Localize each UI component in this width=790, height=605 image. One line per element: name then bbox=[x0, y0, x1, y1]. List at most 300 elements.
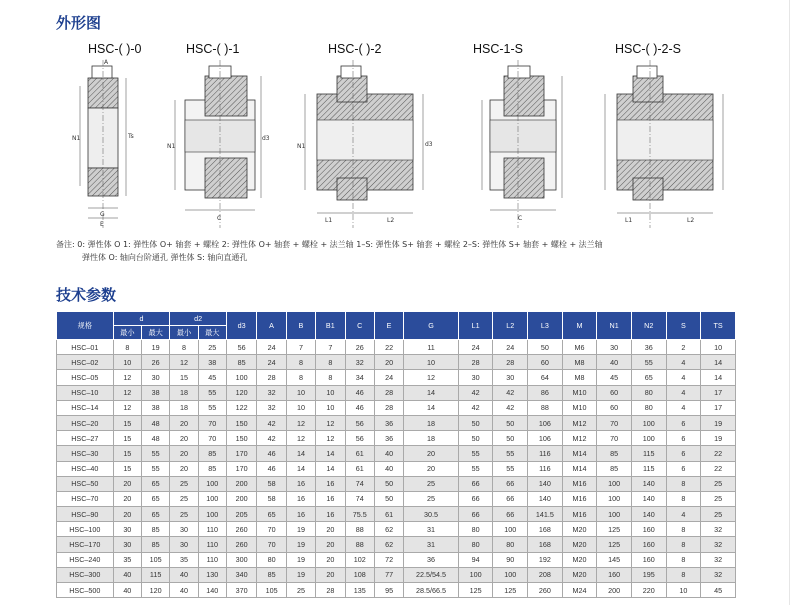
spec-value-cell: 4 bbox=[666, 385, 701, 400]
spec-value-cell: 370 bbox=[226, 583, 256, 598]
header-d-min: 最小 bbox=[113, 326, 141, 340]
table-row bbox=[57, 385, 736, 400]
spec-value-cell: 10 bbox=[316, 400, 345, 415]
spec-value-cell: 28.5/66.5 bbox=[404, 583, 459, 598]
spec-value-cell: 15 bbox=[113, 415, 141, 430]
spec-value-cell: 150 bbox=[226, 431, 256, 446]
spec-model-cell: HSC–240 bbox=[57, 552, 114, 567]
header-col: L3 bbox=[528, 312, 563, 340]
spec-value-cell: M10 bbox=[562, 385, 597, 400]
spec-value-cell: M16 bbox=[562, 507, 597, 522]
spec-value-cell: M24 bbox=[562, 583, 597, 598]
spec-value-cell: 30 bbox=[493, 370, 528, 385]
spec-value-cell: 4 bbox=[666, 355, 701, 370]
spec-value-cell: 12 bbox=[170, 355, 198, 370]
spec-value-cell: 31 bbox=[404, 537, 459, 552]
spec-value-cell: 100 bbox=[198, 507, 226, 522]
variant-label-1: HSC-( )-1 bbox=[186, 42, 240, 56]
spec-value-cell: 125 bbox=[458, 583, 493, 598]
svg-text:L2: L2 bbox=[387, 217, 395, 224]
spec-value-cell: M6 bbox=[562, 340, 597, 355]
spec-value-cell: 10 bbox=[701, 340, 736, 355]
spec-value-cell: 25 bbox=[286, 583, 315, 598]
spec-value-cell: 20 bbox=[170, 415, 198, 430]
spec-table bbox=[56, 311, 736, 598]
spec-value-cell: 55 bbox=[198, 385, 226, 400]
spec-value-cell: 11 bbox=[404, 340, 459, 355]
spec-value-cell: 8 bbox=[666, 522, 701, 537]
spec-value-cell: M8 bbox=[562, 370, 597, 385]
spec-model-cell: HSC–01 bbox=[57, 340, 114, 355]
header-col: TS bbox=[701, 312, 736, 340]
spec-value-cell: 70 bbox=[597, 431, 632, 446]
spec-model-cell: HSC–40 bbox=[57, 461, 114, 476]
spec-value-cell: 24 bbox=[257, 340, 286, 355]
spec-value-cell: 140 bbox=[631, 491, 666, 506]
spec-value-cell: 12 bbox=[286, 431, 315, 446]
spec-value-cell: 16 bbox=[316, 491, 345, 506]
spec-value-cell: 45 bbox=[198, 370, 226, 385]
spec-value-cell: 25 bbox=[170, 507, 198, 522]
spec-value-cell: 62 bbox=[374, 537, 403, 552]
spec-value-cell: 20 bbox=[404, 446, 459, 461]
header-d2-min: 最小 bbox=[170, 326, 198, 340]
spec-value-cell: 20 bbox=[113, 507, 141, 522]
header-col: S bbox=[666, 312, 701, 340]
spec-value-cell: 28 bbox=[458, 355, 493, 370]
spec-value-cell: 48 bbox=[141, 415, 169, 430]
spec-value-cell: 168 bbox=[528, 522, 563, 537]
table-row bbox=[57, 340, 736, 355]
table-row bbox=[57, 431, 736, 446]
spec-value-cell: 58 bbox=[257, 476, 286, 491]
spec-value-cell: M20 bbox=[562, 537, 597, 552]
spec-value-cell: 106 bbox=[528, 415, 563, 430]
spec-value-cell: 160 bbox=[597, 567, 632, 582]
spec-value-cell: 55 bbox=[198, 400, 226, 415]
spec-value-cell: 24 bbox=[257, 355, 286, 370]
tech-params-title: 技术参数 bbox=[56, 286, 117, 304]
spec-value-cell: 28 bbox=[374, 400, 403, 415]
spec-value-cell: 200 bbox=[226, 476, 256, 491]
spec-value-cell: 6 bbox=[666, 461, 701, 476]
spec-value-cell: 32 bbox=[257, 400, 286, 415]
spec-value-cell: 32 bbox=[701, 552, 736, 567]
spec-value-cell: 200 bbox=[226, 491, 256, 506]
table-row bbox=[57, 552, 736, 567]
spec-value-cell: 70 bbox=[597, 415, 632, 430]
spec-value-cell: 24 bbox=[374, 370, 403, 385]
header-col: L1 bbox=[458, 312, 493, 340]
spec-value-cell: 6 bbox=[666, 415, 701, 430]
spec-value-cell: 46 bbox=[257, 461, 286, 476]
spec-model-cell: HSC–500 bbox=[57, 583, 114, 598]
drawing-hsc-1 bbox=[165, 58, 270, 236]
spec-value-cell: 80 bbox=[458, 522, 493, 537]
spec-value-cell: 55 bbox=[631, 355, 666, 370]
drawing-hsc-1-s bbox=[478, 58, 568, 236]
spec-value-cell: 50 bbox=[493, 431, 528, 446]
spec-value-cell: 260 bbox=[528, 583, 563, 598]
spec-value-cell: 85 bbox=[141, 537, 169, 552]
spec-value-cell: M10 bbox=[562, 400, 597, 415]
spec-value-cell: 50 bbox=[458, 431, 493, 446]
svg-text:G: G bbox=[100, 211, 105, 218]
table-row bbox=[57, 446, 736, 461]
spec-value-cell: M16 bbox=[562, 491, 597, 506]
spec-value-cell: 38 bbox=[141, 385, 169, 400]
spec-value-cell: M16 bbox=[562, 476, 597, 491]
spec-value-cell: 17 bbox=[701, 385, 736, 400]
spec-value-cell: 28 bbox=[316, 583, 345, 598]
spec-value-cell: M20 bbox=[562, 552, 597, 567]
spec-value-cell: 36 bbox=[404, 552, 459, 567]
spec-value-cell: 32 bbox=[257, 385, 286, 400]
spec-value-cell: 100 bbox=[631, 431, 666, 446]
spec-value-cell: 36 bbox=[374, 415, 403, 430]
spec-model-cell: HSC–05 bbox=[57, 370, 114, 385]
spec-value-cell: 32 bbox=[701, 567, 736, 582]
spec-value-cell: 85 bbox=[198, 446, 226, 461]
spec-value-cell: 66 bbox=[493, 491, 528, 506]
spec-value-cell: 74 bbox=[345, 491, 374, 506]
header-col: C bbox=[345, 312, 374, 340]
spec-value-cell: 50 bbox=[528, 340, 563, 355]
spec-value-cell: 65 bbox=[141, 507, 169, 522]
spec-value-cell: 60 bbox=[528, 355, 563, 370]
spec-value-cell: 55 bbox=[458, 446, 493, 461]
spec-value-cell: 24 bbox=[458, 340, 493, 355]
spec-value-cell: 66 bbox=[458, 476, 493, 491]
spec-value-cell: 2 bbox=[666, 340, 701, 355]
svg-text:d3: d3 bbox=[262, 135, 270, 142]
header-col: B1 bbox=[316, 312, 345, 340]
svg-text:C: C bbox=[217, 215, 222, 222]
spec-value-cell: 66 bbox=[493, 507, 528, 522]
header-col: M bbox=[562, 312, 597, 340]
spec-value-cell: 22 bbox=[701, 446, 736, 461]
drawing-hsc-0 bbox=[60, 58, 145, 236]
spec-value-cell: 8 bbox=[286, 370, 315, 385]
spec-value-cell: 140 bbox=[631, 476, 666, 491]
spec-value-cell: 100 bbox=[226, 370, 256, 385]
spec-value-cell: 42 bbox=[458, 385, 493, 400]
spec-value-cell: 30 bbox=[141, 370, 169, 385]
spec-value-cell: 100 bbox=[631, 415, 666, 430]
spec-value-cell: 28 bbox=[257, 370, 286, 385]
spec-value-cell: 16 bbox=[316, 476, 345, 491]
spec-value-cell: 150 bbox=[226, 415, 256, 430]
spec-value-cell: 116 bbox=[528, 446, 563, 461]
spec-value-cell: 42 bbox=[257, 431, 286, 446]
spec-value-cell: 17 bbox=[701, 400, 736, 415]
spec-value-cell: M8 bbox=[562, 355, 597, 370]
spec-value-cell: 100 bbox=[198, 476, 226, 491]
spec-value-cell: 125 bbox=[597, 522, 632, 537]
spec-value-cell: 65 bbox=[631, 370, 666, 385]
spec-value-cell: 80 bbox=[458, 537, 493, 552]
remarks-line-1: 备注: 0: 弹性体 O 1: 弹性体 O+ 轴套 + 螺栓 2: 弹性体 O+ 轴套 + 螺栓 + 法兰轴 1–S: 弹性体 S+ 轴套 + 螺栓 2–S: 弹性体 S+ 轴套 + 螺栓 + 法兰轴 bbox=[56, 240, 603, 249]
spec-value-cell: 110 bbox=[198, 522, 226, 537]
spec-value-cell: 24 bbox=[493, 340, 528, 355]
header-col: L2 bbox=[493, 312, 528, 340]
spec-value-cell: 58 bbox=[257, 491, 286, 506]
spec-value-cell: 50 bbox=[458, 415, 493, 430]
spec-value-cell: 110 bbox=[198, 552, 226, 567]
spec-value-cell: 20 bbox=[316, 522, 345, 537]
svg-text:N1: N1 bbox=[297, 143, 306, 150]
spec-model-cell: HSC–300 bbox=[57, 567, 114, 582]
spec-value-cell: 18 bbox=[404, 431, 459, 446]
spec-value-cell: 66 bbox=[458, 507, 493, 522]
spec-value-cell: 19 bbox=[286, 537, 315, 552]
spec-value-cell: 140 bbox=[198, 583, 226, 598]
table-row bbox=[57, 476, 736, 491]
spec-value-cell: 32 bbox=[701, 537, 736, 552]
spec-value-cell: 38 bbox=[198, 355, 226, 370]
spec-value-cell: 61 bbox=[374, 507, 403, 522]
header-col: G bbox=[404, 312, 459, 340]
spec-value-cell: 105 bbox=[257, 583, 286, 598]
spec-model-cell: HSC–27 bbox=[57, 431, 114, 446]
spec-value-cell: 10 bbox=[666, 583, 701, 598]
spec-value-cell: 30 bbox=[170, 522, 198, 537]
spec-value-cell: 20 bbox=[316, 537, 345, 552]
spec-value-cell: 4 bbox=[666, 400, 701, 415]
spec-value-cell: 25 bbox=[198, 340, 226, 355]
spec-value-cell: 28 bbox=[493, 355, 528, 370]
spec-value-cell: 66 bbox=[458, 491, 493, 506]
spec-value-cell: 170 bbox=[226, 446, 256, 461]
spec-value-cell: 8 bbox=[316, 355, 345, 370]
spec-value-cell: 32 bbox=[345, 355, 374, 370]
spec-value-cell: 12 bbox=[316, 415, 345, 430]
spec-value-cell: 208 bbox=[528, 567, 563, 582]
spec-value-cell: 6 bbox=[666, 446, 701, 461]
header-col: d3 bbox=[226, 312, 256, 340]
variant-label-2: HSC-( )-2 bbox=[328, 42, 382, 56]
spec-value-cell: 55 bbox=[493, 461, 528, 476]
spec-value-cell: 64 bbox=[528, 370, 563, 385]
spec-value-cell: 141.5 bbox=[528, 507, 563, 522]
spec-value-cell: 8 bbox=[666, 552, 701, 567]
spec-value-cell: 14 bbox=[286, 446, 315, 461]
spec-value-cell: 12 bbox=[316, 431, 345, 446]
spec-value-cell: 20 bbox=[170, 446, 198, 461]
spec-value-cell: 50 bbox=[374, 476, 403, 491]
spec-value-cell: 80 bbox=[493, 537, 528, 552]
spec-value-cell: 40 bbox=[113, 567, 141, 582]
spec-value-cell: 205 bbox=[226, 507, 256, 522]
spec-value-cell: 340 bbox=[226, 567, 256, 582]
spec-value-cell: 8 bbox=[666, 476, 701, 491]
svg-text:L1: L1 bbox=[625, 217, 633, 224]
spec-value-cell: 45 bbox=[701, 583, 736, 598]
spec-value-cell: 10 bbox=[286, 400, 315, 415]
spec-value-cell: 20 bbox=[170, 431, 198, 446]
spec-value-cell: 48 bbox=[141, 431, 169, 446]
spec-value-cell: 46 bbox=[345, 400, 374, 415]
spec-value-cell: 26 bbox=[141, 355, 169, 370]
spec-value-cell: 14 bbox=[701, 355, 736, 370]
spec-value-cell: 85 bbox=[597, 446, 632, 461]
spec-value-cell: M14 bbox=[562, 446, 597, 461]
spec-value-cell: 40 bbox=[170, 583, 198, 598]
spec-value-cell: 18 bbox=[170, 400, 198, 415]
spec-value-cell: 34 bbox=[345, 370, 374, 385]
spec-value-cell: 26 bbox=[345, 340, 374, 355]
spec-value-cell: 62 bbox=[374, 522, 403, 537]
spec-value-cell: 55 bbox=[458, 461, 493, 476]
spec-value-cell: 85 bbox=[198, 461, 226, 476]
spec-value-cell: 8 bbox=[113, 340, 141, 355]
spec-value-cell: 40 bbox=[170, 567, 198, 582]
spec-model-cell: HSC–90 bbox=[57, 507, 114, 522]
spec-value-cell: 60 bbox=[597, 385, 632, 400]
spec-value-cell: 25 bbox=[701, 507, 736, 522]
variant-label-4: HSC-( )-2-S bbox=[615, 42, 681, 56]
spec-value-cell: 14 bbox=[286, 461, 315, 476]
spec-value-cell: 20 bbox=[316, 552, 345, 567]
spec-value-cell: 56 bbox=[345, 415, 374, 430]
outline-drawing-title: 外形图 bbox=[56, 14, 102, 32]
header-col: B bbox=[286, 312, 315, 340]
header-d: d bbox=[113, 312, 170, 326]
spec-value-cell: 20 bbox=[113, 476, 141, 491]
spec-value-cell: 105 bbox=[141, 552, 169, 567]
table-row bbox=[57, 461, 736, 476]
header-d2-max: 最大 bbox=[198, 326, 226, 340]
svg-text:N1: N1 bbox=[167, 143, 176, 150]
spec-value-cell: 10 bbox=[316, 385, 345, 400]
spec-value-cell: 4 bbox=[666, 370, 701, 385]
spec-value-cell: 8 bbox=[666, 567, 701, 582]
table-row bbox=[57, 507, 736, 522]
spec-value-cell: 55 bbox=[493, 446, 528, 461]
spec-value-cell: 10 bbox=[286, 385, 315, 400]
spec-value-cell: 116 bbox=[528, 461, 563, 476]
spec-value-cell: 20 bbox=[113, 491, 141, 506]
spec-value-cell: 115 bbox=[631, 461, 666, 476]
spec-value-cell: 40 bbox=[113, 583, 141, 598]
spec-value-cell: 15 bbox=[170, 370, 198, 385]
spec-value-cell: 85 bbox=[257, 567, 286, 582]
spec-value-cell: M20 bbox=[562, 567, 597, 582]
table-row bbox=[57, 567, 736, 582]
variant-label-3: HSC-1-S bbox=[473, 42, 524, 56]
spec-value-cell: 14 bbox=[316, 446, 345, 461]
spec-value-cell: 100 bbox=[198, 491, 226, 506]
spec-value-cell: 30 bbox=[597, 340, 632, 355]
spec-value-cell: 46 bbox=[257, 446, 286, 461]
spec-value-cell: 85 bbox=[226, 355, 256, 370]
spec-value-cell: 160 bbox=[631, 522, 666, 537]
spec-value-cell: 125 bbox=[493, 583, 528, 598]
spec-value-cell: 31 bbox=[404, 522, 459, 537]
spec-value-cell: 14 bbox=[404, 385, 459, 400]
header-d-max: 最大 bbox=[141, 326, 169, 340]
variant-label-0: HSC-( )-0 bbox=[88, 42, 142, 56]
spec-value-cell: 100 bbox=[493, 522, 528, 537]
header-d2: d2 bbox=[170, 312, 227, 326]
svg-text:E: E bbox=[100, 221, 104, 228]
spec-value-cell: 86 bbox=[528, 385, 563, 400]
spec-value-cell: 42 bbox=[493, 400, 528, 415]
spec-value-cell: 200 bbox=[597, 583, 632, 598]
spec-value-cell: 15 bbox=[113, 461, 141, 476]
spec-value-cell: 110 bbox=[198, 537, 226, 552]
spec-model-cell: HSC–50 bbox=[57, 476, 114, 491]
spec-value-cell: 8 bbox=[666, 537, 701, 552]
spec-value-cell: 16 bbox=[286, 507, 315, 522]
table-row bbox=[57, 370, 736, 385]
spec-model-cell: HSC–20 bbox=[57, 415, 114, 430]
spec-value-cell: 28 bbox=[374, 385, 403, 400]
spec-table-body bbox=[57, 340, 736, 598]
spec-value-cell: 80 bbox=[631, 385, 666, 400]
spec-value-cell: 8 bbox=[316, 370, 345, 385]
spec-value-cell: 220 bbox=[631, 583, 666, 598]
spec-value-cell: 140 bbox=[528, 476, 563, 491]
spec-value-cell: 65 bbox=[141, 476, 169, 491]
spec-value-cell: 8 bbox=[666, 491, 701, 506]
spec-value-cell: 19 bbox=[141, 340, 169, 355]
spec-value-cell: 122 bbox=[226, 400, 256, 415]
spec-value-cell: M20 bbox=[562, 522, 597, 537]
spec-value-cell: 100 bbox=[597, 507, 632, 522]
spec-value-cell: 115 bbox=[141, 567, 169, 582]
spec-value-cell: 35 bbox=[170, 552, 198, 567]
spec-value-cell: 25 bbox=[170, 491, 198, 506]
spec-value-cell: 8 bbox=[286, 355, 315, 370]
spec-value-cell: 25 bbox=[170, 476, 198, 491]
header-col: N2 bbox=[631, 312, 666, 340]
spec-value-cell: 61 bbox=[345, 461, 374, 476]
header-col: A bbox=[257, 312, 286, 340]
spec-value-cell: 140 bbox=[528, 491, 563, 506]
svg-text:A: A bbox=[104, 59, 109, 66]
spec-value-cell: M12 bbox=[562, 431, 597, 446]
svg-text:N1: N1 bbox=[72, 135, 81, 142]
spec-value-cell: 130 bbox=[198, 567, 226, 582]
spec-value-cell: 10 bbox=[404, 355, 459, 370]
spec-value-cell: 19 bbox=[286, 522, 315, 537]
spec-value-cell: 90 bbox=[493, 552, 528, 567]
spec-model-cell: HSC–02 bbox=[57, 355, 114, 370]
spec-value-cell: 16 bbox=[286, 491, 315, 506]
spec-value-cell: 22 bbox=[374, 340, 403, 355]
spec-value-cell: 46 bbox=[345, 385, 374, 400]
spec-value-cell: M12 bbox=[562, 415, 597, 430]
spec-value-cell: 42 bbox=[257, 415, 286, 430]
spec-value-cell: 30 bbox=[113, 537, 141, 552]
spec-value-cell: 102 bbox=[345, 552, 374, 567]
spec-value-cell: 14 bbox=[316, 461, 345, 476]
spec-value-cell: 66 bbox=[493, 476, 528, 491]
svg-text:C: C bbox=[518, 215, 523, 222]
spec-value-cell: 70 bbox=[198, 431, 226, 446]
spec-value-cell: 22 bbox=[701, 461, 736, 476]
spec-value-cell: 20 bbox=[404, 461, 459, 476]
spec-value-cell: 12 bbox=[113, 370, 141, 385]
spec-model-cell: HSC–10 bbox=[57, 385, 114, 400]
spec-value-cell: 7 bbox=[316, 340, 345, 355]
spec-value-cell: 15 bbox=[113, 431, 141, 446]
spec-model-cell: HSC–70 bbox=[57, 491, 114, 506]
spec-value-cell: 170 bbox=[226, 461, 256, 476]
spec-value-cell: 85 bbox=[597, 461, 632, 476]
spec-value-cell: 56 bbox=[226, 340, 256, 355]
